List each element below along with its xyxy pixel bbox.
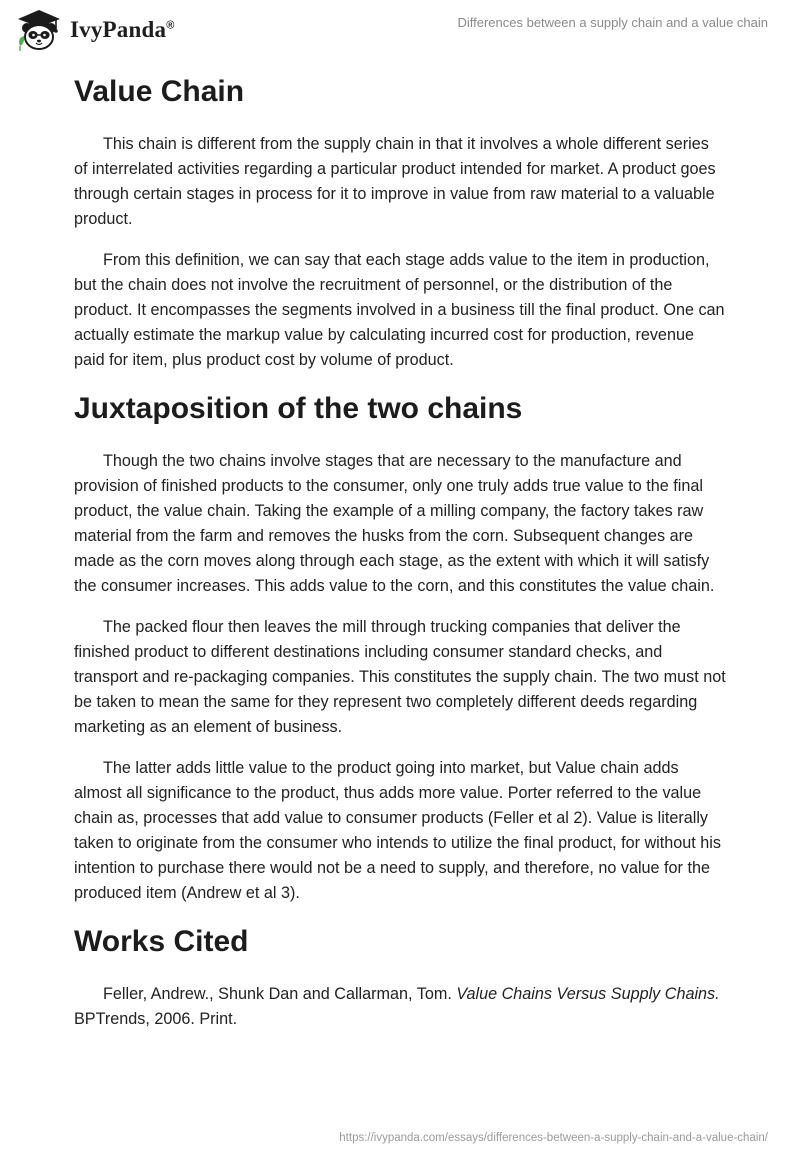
citation-entry [74,982,726,1032]
paragraph: From this definition, we can say that each stage adds value to the item in production, but the chain does not involve the recruitment of personnel, or the distribution of the product. It encompasses the segments involved in a business till the final product. One can actually estimate the markup value by calculating incurred cost for production, revenue paid for item, plus product cost by volume of product. [74,251,725,369]
source-url[interactable]: https://ivypanda.com/essays/differences-between-a-supply-chain-and-a-value-chain/ [339,1132,768,1144]
section-value-chain [74,132,726,373]
paragraph: The latter adds little value to the product going into market, but Value chain adds almost all significance to the product, thus adds more value. Porter referred to the value chain as, processes that add value to consumer products (Feller et al 2). Value is literally taken to originate from the consumer who intends to utilize the final product, for without his intention to purchase there would not be a need to supply, and therefore, no value for the produced item (Andrew et al 3). [74,759,721,902]
heading-value-chain: Value Chain [74,75,245,108]
paragraph: Though the two chains involve stages that are necessary to the manufacture and provision of finished products to the consumer, only one truly adds true value to the final product, the value chain. Taking the example of a milling company, the factory takes raw material from the farm and removes the husks from the corn. Subsequent changes are made as the corn moves along through each stage, as the extent with which it will satisfy the consumer increases. This adds value to the corn, and this constitutes the value chain. [74,452,715,595]
logo-name: IvyPanda [70,17,167,42]
section-juxtaposition [74,449,726,906]
page-header [0,0,800,64]
panda-graduate-icon [14,8,64,52]
registered-mark: ® [166,19,175,32]
document-title: Differences between a supply chain and a value chain [457,15,768,30]
paragraph: The packed flour then leaves the mill through trucking companies that deliver the finished product to different destinations including consumer standard checks, and transport and re-packaging companies. This constitutes the supply chain. The two must not be taken to mean the same for they represent two completely different deeds regarding marketing as an element of business. [74,618,726,736]
paragraph: This chain is different from the supply chain in that it involves a whole different series of interrelated activities regarding a particular product intended for market. A product goes through certain stages in process for it to improve in value from raw material to a valuable product. [74,135,716,228]
essay-content [74,70,726,1032]
citation-authors: Feller, Andrew., Shunk Dan and Callarman, Tom. [103,985,452,1003]
logo-text [70,17,175,43]
ivypanda-logo[interactable] [14,8,175,52]
citation-title: Value Chains Versus Supply Chains. [456,985,720,1003]
heading-juxtaposition: Juxtaposition of the two chains [74,392,523,425]
section-works-cited [74,982,726,1032]
citation-publisher: BPTrends, 2006. Print. [74,1010,238,1028]
heading-works-cited: Works Cited [74,925,249,958]
